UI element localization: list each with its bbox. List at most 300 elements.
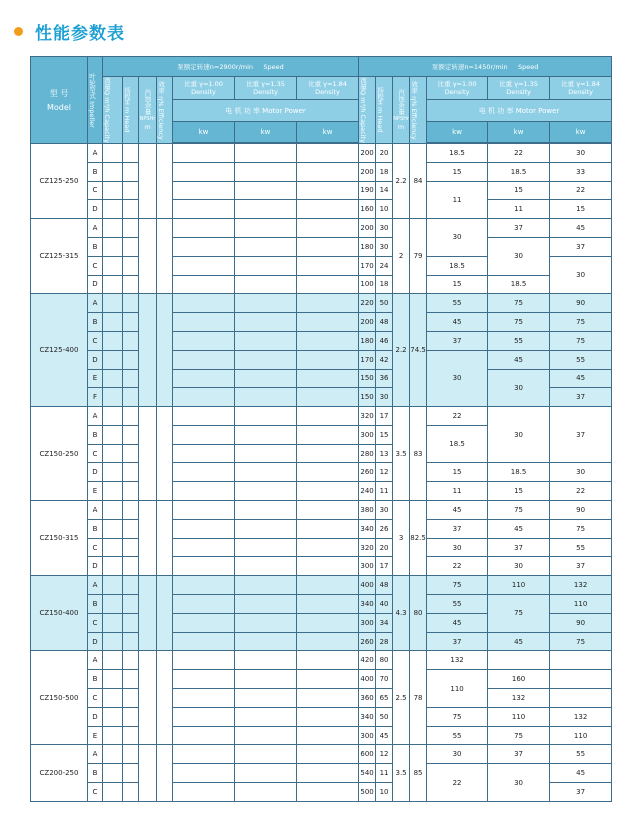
power-1450-d3-cell: 110	[550, 726, 612, 745]
power-1450-d3-cell: 110	[550, 595, 612, 614]
power-1450-d3-cell: 37	[550, 557, 612, 576]
power-1450-d3-cell: 45	[550, 369, 612, 388]
efficiency-2900-cell	[157, 501, 173, 576]
power-2900-d2-cell	[235, 519, 297, 538]
capacity-2900-cell	[103, 444, 123, 463]
power-1450-d3-cell: 90	[550, 501, 612, 520]
model-header: 型 号 Model	[31, 57, 88, 144]
head-2900-cell	[123, 576, 139, 595]
density-1-header-1450: 比重 γ=1.00 Density	[427, 77, 488, 100]
head-2900-cell	[123, 632, 139, 651]
head-2900-cell	[123, 275, 139, 294]
table-row	[31, 200, 614, 219]
table-row	[31, 369, 614, 388]
efficiency-1450-cell: 85	[410, 745, 427, 801]
capacity-2900-cell	[103, 143, 123, 162]
power-2900-d1-cell	[173, 519, 235, 538]
power-2900-d1-cell	[173, 256, 235, 275]
capacity-1450-cell: 180	[359, 331, 376, 350]
power-2900-d1-cell	[173, 783, 235, 802]
power-1450-d1-cell: 30	[427, 538, 488, 557]
head-1450-cell: 30	[376, 219, 393, 238]
density-1-header-2900: 比重 γ=1.00 Density	[173, 77, 235, 100]
power-1450-d2-cell: 15	[488, 181, 550, 200]
power-2900-d2-cell	[235, 369, 297, 388]
capacity-2900-cell	[103, 369, 123, 388]
head-2900-cell	[123, 256, 139, 275]
capacity-2900-cell	[103, 237, 123, 256]
power-1450-d1-cell: 55	[427, 595, 488, 614]
head-2900-cell	[123, 143, 139, 162]
npsh-1450-cell: 3.5	[393, 745, 410, 801]
head-2900-cell	[123, 501, 139, 520]
head-1450-cell: 65	[376, 689, 393, 708]
capacity-1450-cell: 400	[359, 670, 376, 689]
table-row	[31, 576, 614, 595]
speed-2900-header: 泵额定转速n=2900r/min Speed	[103, 57, 359, 77]
capacity-2900-cell	[103, 632, 123, 651]
table-row	[31, 689, 614, 708]
efficiency-2900-cell	[157, 651, 173, 745]
efficiency-2900-cell	[157, 219, 173, 294]
power-1450-d2-cell: 75	[488, 595, 550, 633]
power-1450-d3-cell: 37	[550, 407, 612, 463]
model-cell: CZ150-315	[31, 501, 88, 576]
head-2900-cell	[123, 294, 139, 313]
power-2900-d2-cell	[235, 632, 297, 651]
power-2900-d2-cell	[235, 501, 297, 520]
impeller-cell: E	[88, 369, 103, 388]
power-1450-d3-cell: 37	[550, 237, 612, 256]
head-2900-cell	[123, 670, 139, 689]
table-row	[31, 181, 614, 200]
impeller-cell: D	[88, 707, 103, 726]
power-2900-d2-cell	[235, 143, 297, 162]
impeller-cell: C	[88, 444, 103, 463]
capacity-1450-cell: 220	[359, 294, 376, 313]
capacity-2900-cell	[103, 670, 123, 689]
power-1450-d3-cell	[550, 651, 612, 670]
power-2900-d2-cell	[235, 463, 297, 482]
capacity-1450-cell: 600	[359, 745, 376, 764]
table-body	[31, 143, 614, 801]
table-row	[31, 313, 614, 332]
head-2900-cell	[123, 651, 139, 670]
speed-1450-header: 泵额定转速n=1450r/min Speed	[359, 57, 612, 77]
power-2900-d1-cell	[173, 219, 235, 238]
power-2900-d2-cell	[235, 764, 297, 783]
power-2900-d1-cell	[173, 313, 235, 332]
power-2900-d2-cell	[235, 237, 297, 256]
impeller-cell: C	[88, 331, 103, 350]
power-2900-d2-cell	[235, 670, 297, 689]
power-2900-d3-cell	[297, 707, 359, 726]
power-1450-d2-cell: 37	[488, 219, 550, 238]
power-2900-d3-cell	[297, 444, 359, 463]
head-header-2900: 扬程H m Head	[123, 77, 139, 144]
capacity-2900-cell	[103, 783, 123, 802]
kw-unit: kw	[488, 122, 550, 142]
capacity-2900-cell	[103, 501, 123, 520]
power-2900-d2-cell	[235, 613, 297, 632]
capacity-1450-cell: 150	[359, 369, 376, 388]
power-1450-d2-cell: 30	[488, 764, 550, 802]
power-2900-d1-cell	[173, 651, 235, 670]
capacity-1450-cell: 300	[359, 425, 376, 444]
impeller-cell: C	[88, 538, 103, 557]
power-1450-d3-cell: 75	[550, 632, 612, 651]
power-1450-d3-cell: 37	[550, 783, 612, 802]
capacity-1450-cell: 300	[359, 557, 376, 576]
capacity-1450-cell: 420	[359, 651, 376, 670]
head-2900-cell	[123, 519, 139, 538]
capacity-2900-cell	[103, 331, 123, 350]
impeller-cell: A	[88, 294, 103, 313]
power-2900-d1-cell	[173, 557, 235, 576]
power-2900-d2-cell	[235, 181, 297, 200]
power-2900-d3-cell	[297, 783, 359, 802]
power-2900-d1-cell	[173, 689, 235, 708]
power-2900-d3-cell	[297, 181, 359, 200]
capacity-1450-cell: 340	[359, 707, 376, 726]
density-2-header-2900: 比重 γ=1.35 Density	[235, 77, 297, 100]
efficiency-2900-cell	[157, 576, 173, 651]
efficiency-2900-cell	[157, 407, 173, 501]
power-2900-d3-cell	[297, 632, 359, 651]
head-2900-cell	[123, 689, 139, 708]
power-1450-d2-cell: 160	[488, 670, 550, 689]
capacity-1450-cell: 340	[359, 595, 376, 614]
power-1450-d3-cell: 75	[550, 519, 612, 538]
power-1450-d2-cell: 132	[488, 689, 550, 708]
head-2900-cell	[123, 595, 139, 614]
table-row	[31, 463, 614, 482]
kw-unit: kw	[427, 122, 488, 142]
head-1450-cell: 18	[376, 162, 393, 181]
capacity-1450-cell: 150	[359, 388, 376, 407]
head-2900-cell	[123, 162, 139, 181]
table-row	[31, 482, 614, 501]
impeller-cell: D	[88, 557, 103, 576]
power-1450-d3-cell: 132	[550, 576, 612, 595]
model-cell: CZ200-250	[31, 745, 88, 801]
impeller-cell: C	[88, 256, 103, 275]
npsh-1450-cell: 3	[393, 501, 410, 576]
power-2900-d3-cell	[297, 595, 359, 614]
impeller-cell: B	[88, 595, 103, 614]
power-2900-d3-cell	[297, 576, 359, 595]
impeller-cell: A	[88, 143, 103, 162]
power-1450-d2-cell: 11	[488, 200, 550, 219]
capacity-1450-cell: 260	[359, 632, 376, 651]
power-1450-d3-cell: 75	[550, 313, 612, 332]
power-2900-d1-cell	[173, 181, 235, 200]
head-2900-cell	[123, 557, 139, 576]
capacity-2900-cell	[103, 707, 123, 726]
capacity-1450-cell: 260	[359, 463, 376, 482]
power-2900-d1-cell	[173, 501, 235, 520]
table-row	[31, 707, 614, 726]
power-2900-d3-cell	[297, 482, 359, 501]
capacity-2900-cell	[103, 388, 123, 407]
head-1450-cell: 30	[376, 388, 393, 407]
capacity-1450-cell: 340	[359, 519, 376, 538]
power-2900-d1-cell	[173, 294, 235, 313]
power-2900-d2-cell	[235, 689, 297, 708]
kw-unit: kw	[235, 122, 297, 142]
power-2900-d2-cell	[235, 294, 297, 313]
power-1450-d3-cell: 55	[550, 538, 612, 557]
capacity-2900-cell	[103, 256, 123, 275]
capacity-2900-cell	[103, 162, 123, 181]
page-title: 性能参数表	[35, 23, 125, 44]
power-1450-d3-cell: 45	[550, 764, 612, 783]
power-1450-d3-cell: 90	[550, 294, 612, 313]
capacity-2900-cell	[103, 595, 123, 614]
head-1450-cell: 24	[376, 256, 393, 275]
power-1450-d2-cell: 45	[488, 350, 550, 369]
model-cell: CZ125-250	[31, 143, 88, 218]
power-2900-d1-cell	[173, 369, 235, 388]
table-row	[31, 764, 614, 783]
power-1450-d1-cell: 15	[427, 275, 488, 294]
power-2900-d1-cell	[173, 482, 235, 501]
head-header-1450: 扬程H m Head	[376, 77, 393, 144]
head-1450-cell: 50	[376, 707, 393, 726]
power-2900-d2-cell	[235, 162, 297, 181]
npsh-2900-cell	[139, 294, 157, 407]
capacity-1450-cell: 540	[359, 764, 376, 783]
head-2900-cell	[123, 726, 139, 745]
power-2900-d3-cell	[297, 200, 359, 219]
power-2900-d2-cell	[235, 726, 297, 745]
power-1450-d2-cell: 30	[488, 557, 550, 576]
head-2900-cell	[123, 482, 139, 501]
power-2900-d1-cell	[173, 632, 235, 651]
capacity-2900-cell	[103, 689, 123, 708]
npsh-1450-cell: 2	[393, 219, 410, 294]
power-1450-d2-cell: 30	[488, 237, 550, 275]
efficiency-1450-cell: 84	[410, 143, 427, 218]
capacity-2900-cell	[103, 275, 123, 294]
head-1450-cell: 14	[376, 181, 393, 200]
power-2900-d2-cell	[235, 707, 297, 726]
head-1450-cell: 20	[376, 143, 393, 162]
power-2900-d3-cell	[297, 162, 359, 181]
power-1450-d1-cell: 37	[427, 519, 488, 538]
density-3-header-1450: 比重 γ=1.84 Density	[550, 77, 612, 100]
efficiency-2900-cell	[157, 294, 173, 407]
head-1450-cell: 18	[376, 275, 393, 294]
table-row	[31, 237, 614, 256]
power-2900-d1-cell	[173, 425, 235, 444]
power-1450-d3-cell: 30	[550, 143, 612, 162]
power-2900-d2-cell	[235, 256, 297, 275]
power-1450-d3-cell	[550, 689, 612, 708]
capacity-2900-cell	[103, 313, 123, 332]
power-1450-d1-cell: 22	[427, 407, 488, 426]
performance-table	[30, 56, 613, 802]
head-2900-cell	[123, 219, 139, 238]
head-1450-cell: 20	[376, 538, 393, 557]
table-row	[31, 350, 614, 369]
power-2900-d2-cell	[235, 595, 297, 614]
capacity-1450-cell: 100	[359, 275, 376, 294]
impeller-cell: A	[88, 745, 103, 764]
power-2900-d3-cell	[297, 557, 359, 576]
power-1450-d1-cell: 37	[427, 331, 488, 350]
page-heading	[14, 18, 125, 44]
power-1450-d1-cell: 22	[427, 557, 488, 576]
power-2900-d2-cell	[235, 425, 297, 444]
capacity-2900-cell	[103, 745, 123, 764]
power-2900-d3-cell	[297, 689, 359, 708]
power-1450-d1-cell: 75	[427, 707, 488, 726]
head-1450-cell: 70	[376, 670, 393, 689]
capacity-1450-cell: 500	[359, 783, 376, 802]
power-2900-d1-cell	[173, 595, 235, 614]
table-row	[31, 275, 614, 294]
power-2900-d3-cell	[297, 651, 359, 670]
power-2900-d1-cell	[173, 576, 235, 595]
bullet-dot-icon	[14, 27, 23, 36]
power-1450-d3-cell: 45	[550, 219, 612, 238]
impeller-cell: B	[88, 764, 103, 783]
efficiency-1450-cell: 80	[410, 576, 427, 651]
head-2900-cell	[123, 707, 139, 726]
power-1450-d1-cell: 30	[427, 219, 488, 257]
power-2900-d2-cell	[235, 444, 297, 463]
head-2900-cell	[123, 463, 139, 482]
power-2900-d1-cell	[173, 275, 235, 294]
head-1450-cell: 11	[376, 482, 393, 501]
capacity-2900-cell	[103, 200, 123, 219]
head-1450-cell: 48	[376, 313, 393, 332]
head-2900-cell	[123, 783, 139, 802]
power-1450-d2-cell: 30	[488, 369, 550, 407]
power-1450-d2-cell: 18.5	[488, 275, 550, 294]
power-2900-d2-cell	[235, 651, 297, 670]
power-2900-d2-cell	[235, 745, 297, 764]
table-row	[31, 501, 614, 520]
table-row	[31, 670, 614, 689]
impeller-cell: C	[88, 613, 103, 632]
table-row	[31, 162, 614, 181]
density-3-header-2900: 比重 γ=1.84 Density	[297, 77, 359, 100]
head-1450-cell: 17	[376, 557, 393, 576]
head-2900-cell	[123, 745, 139, 764]
impeller-cell: C	[88, 181, 103, 200]
efficiency-1450-cell: 82.5	[410, 501, 427, 576]
head-1450-cell: 40	[376, 595, 393, 614]
impeller-cell: B	[88, 313, 103, 332]
power-2900-d3-cell	[297, 670, 359, 689]
power-1450-d1-cell: 55	[427, 726, 488, 745]
npsh-1450-cell: 2.2	[393, 143, 410, 218]
power-1450-d2-cell: 75	[488, 726, 550, 745]
power-2900-d3-cell	[297, 388, 359, 407]
power-2900-d1-cell	[173, 613, 235, 632]
npsh-1450-cell: 2.2	[393, 294, 410, 407]
table-row	[31, 407, 614, 426]
capacity-1450-cell: 180	[359, 237, 376, 256]
kw-unit: kw	[297, 122, 359, 142]
npsh-1450-cell: 4.3	[393, 576, 410, 651]
power-1450-d2-cell: 45	[488, 632, 550, 651]
power-2900-d3-cell	[297, 369, 359, 388]
efficiency-2900-cell	[157, 745, 173, 801]
power-1450-d2-cell: 30	[488, 407, 550, 463]
power-2900-d2-cell	[235, 783, 297, 802]
head-2900-cell	[123, 613, 139, 632]
impeller-cell: D	[88, 632, 103, 651]
power-2900-d2-cell	[235, 331, 297, 350]
table-row	[31, 745, 614, 764]
power-1450-d2-cell: 15	[488, 482, 550, 501]
motor-power-header-2900: 电 机 功 率 Motor Power	[173, 99, 359, 122]
npsh-1450-cell: 3.5	[393, 407, 410, 501]
capacity-1450-cell: 300	[359, 613, 376, 632]
head-2900-cell	[123, 181, 139, 200]
power-2900-d1-cell	[173, 200, 235, 219]
kw-unit: kw	[550, 122, 612, 142]
model-cell: CZ150-400	[31, 576, 88, 651]
head-1450-cell: 12	[376, 745, 393, 764]
head-1450-cell: 42	[376, 350, 393, 369]
npsh-header-2900: 汽蚀余量 NPSHr m	[139, 77, 157, 144]
power-1450-d2-cell	[488, 651, 550, 670]
head-2900-cell	[123, 331, 139, 350]
head-1450-cell: 11	[376, 764, 393, 783]
capacity-1450-cell: 300	[359, 726, 376, 745]
capacity-1450-cell: 200	[359, 143, 376, 162]
impeller-cell: C	[88, 689, 103, 708]
head-1450-cell: 28	[376, 632, 393, 651]
power-2900-d1-cell	[173, 143, 235, 162]
capacity-1450-cell: 320	[359, 407, 376, 426]
table-row	[31, 632, 614, 651]
model-cell: CZ125-400	[31, 294, 88, 407]
impeller-cell: B	[88, 425, 103, 444]
capacity-1450-cell: 400	[359, 576, 376, 595]
power-2900-d1-cell	[173, 745, 235, 764]
npsh-2900-cell	[139, 219, 157, 294]
power-2900-d3-cell	[297, 256, 359, 275]
head-2900-cell	[123, 313, 139, 332]
power-1450-d2-cell: 75	[488, 313, 550, 332]
power-1450-d3-cell: 33	[550, 162, 612, 181]
head-2900-cell	[123, 369, 139, 388]
efficiency-1450-cell: 78	[410, 651, 427, 745]
head-1450-cell: 17	[376, 407, 393, 426]
motor-power-header-1450: 电 机 功 率 Motor Power	[427, 99, 612, 122]
power-2900-d3-cell	[297, 331, 359, 350]
power-2900-d1-cell	[173, 162, 235, 181]
power-2900-d3-cell	[297, 745, 359, 764]
power-2900-d3-cell	[297, 764, 359, 783]
capacity-2900-cell	[103, 407, 123, 426]
capacity-1450-cell: 170	[359, 256, 376, 275]
capacity-2900-cell	[103, 538, 123, 557]
power-2900-d3-cell	[297, 143, 359, 162]
power-2900-d3-cell	[297, 538, 359, 557]
power-1450-d3-cell: 132	[550, 707, 612, 726]
power-1450-d1-cell: 11	[427, 181, 488, 219]
npsh-2900-cell	[139, 651, 157, 745]
power-2900-d1-cell	[173, 444, 235, 463]
capacity-2900-cell	[103, 557, 123, 576]
table-row	[31, 294, 614, 313]
